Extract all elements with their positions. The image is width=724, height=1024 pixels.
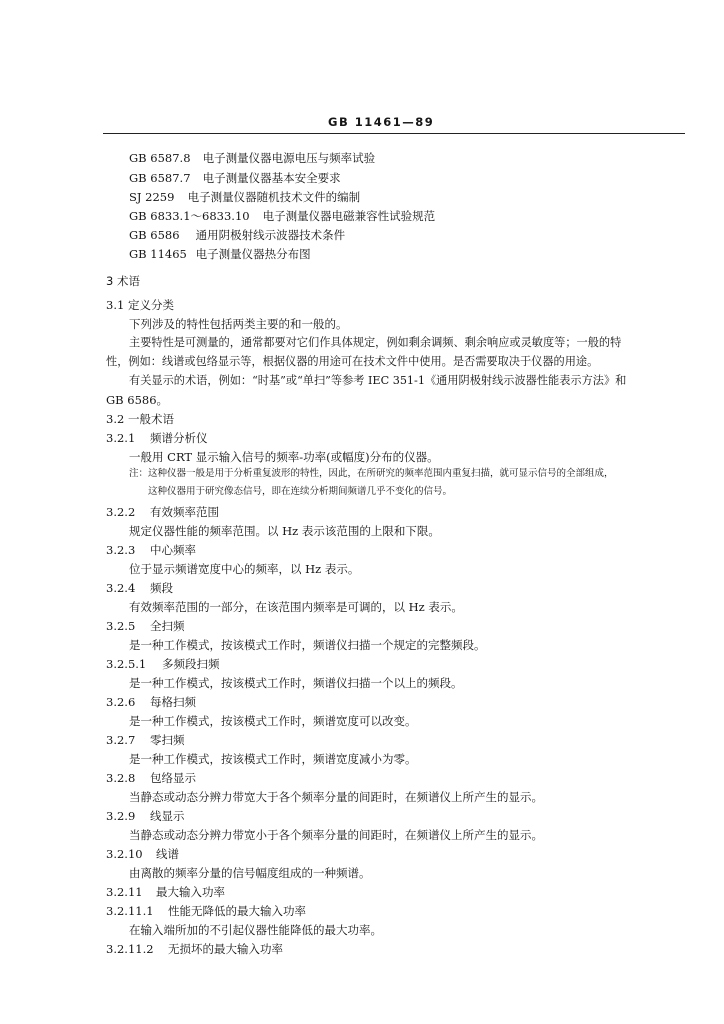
term-definition: 是一种工作模式，按该模式工作时，频谱宽度可以改变。 — [129, 714, 417, 728]
term-definition: 当静态或动态分辨力带宽小于各个频率分量的间距时，在频谱仪上所产生的显示。 — [129, 828, 543, 842]
term-number: 3.2.2 — [106, 505, 136, 519]
term-heading — [106, 771, 196, 785]
paragraph: GB 6586。 — [106, 393, 169, 407]
term-heading — [106, 847, 179, 861]
reference-code: GB 11465 — [129, 247, 187, 261]
term-name: 线谱 — [156, 847, 179, 861]
term-number: 3.2.1 — [106, 431, 136, 445]
section-title: 3 术语 — [106, 274, 140, 288]
reference-item — [129, 190, 360, 204]
term-heading — [106, 581, 173, 595]
term-name: 性能无降低的最大输入功率 — [168, 904, 306, 918]
term-heading — [106, 885, 225, 899]
term-heading — [106, 942, 283, 956]
term-heading — [106, 904, 306, 918]
reference-item — [129, 228, 345, 242]
term-number: 3.2.4 — [106, 581, 136, 595]
reference-title: 电子测量仪器电磁兼容性试验规范 — [262, 209, 436, 223]
paragraph: 有关显示的术语，例如：“时基”或“单扫”等参考 IEC 351-1《通用阴极射线示波器性能表示方法》和 — [129, 374, 627, 387]
note-text: 注：这种仪器一般是用于分析重复波形的特性，因此，在所研究的频率范围内重复扫描，就可显示信号的全部组成， — [129, 468, 614, 479]
term-heading — [106, 809, 185, 823]
reference-code: SJ 2259 — [129, 190, 175, 204]
term-number: 3.2.9 — [106, 809, 136, 823]
term-name: 无损坏的最大输入功率 — [168, 942, 283, 956]
term-heading — [106, 619, 185, 633]
term-definition: 位于显示频谱宽度中心的频率，以 Hz 表示。 — [129, 562, 360, 576]
term-number: 3.2.3 — [106, 543, 136, 557]
reference-title: 电子测量仪器电源电压与频率试验 — [202, 151, 376, 165]
term-name: 全扫频 — [150, 619, 185, 633]
reference-title: 电子测量仪器随机技术文件的编制 — [187, 190, 361, 204]
term-number: 3.2.11.1 — [106, 904, 154, 918]
term-heading — [106, 505, 219, 519]
reference-item — [129, 247, 311, 261]
term-definition: 一般用 CRT 显示输入信号的频率-功率(或幅度)分布的仪器。 — [129, 450, 439, 464]
term-heading — [106, 431, 208, 445]
reference-code: GB 6833.1～6833.10 — [129, 209, 250, 223]
reference-item — [129, 151, 375, 165]
reference-item — [129, 171, 341, 185]
term-name: 多频段扫频 — [162, 657, 220, 671]
term-number: 3.2.10 — [106, 847, 143, 861]
reference-title: 电子测量仪器热分布图 — [195, 247, 311, 261]
term-number: 3.2.11 — [106, 885, 143, 899]
term-heading — [106, 695, 196, 709]
term-definition: 是一种工作模式，按该模式工作时，频谱仪扫描一个规定的完整频段。 — [129, 638, 486, 652]
term-number: 3.2.8 — [106, 771, 136, 785]
term-heading — [106, 733, 185, 747]
reference-code: GB 6587.7 — [129, 171, 191, 185]
paragraph: 性，例如：线谱或包络显示等，根据仪器的用途可在技术文件中使用。是否需要取决于仪器的用途。 — [106, 355, 599, 368]
term-name: 零扫频 — [150, 733, 185, 747]
paragraph: 主要特性是可测量的，通常都要对它们作具体规定，例如剩余调频、剩余响应或灵敏度等；一般的特 — [129, 336, 622, 349]
term-name: 最大输入功率 — [156, 885, 225, 899]
term-definition: 由离散的频率分量的信号幅度组成的一种频谱。 — [129, 866, 371, 880]
header-rule — [103, 133, 685, 134]
note-text: 这种仪器用于研究像态信号，即在连续分析期间频谱几乎不变化的信号。 — [148, 486, 453, 497]
term-definition: 当静态或动态分辨力带宽大于各个频率分量的间距时，在频谱仪上所产生的显示。 — [129, 790, 543, 804]
term-name: 中心频率 — [150, 543, 196, 557]
term-name: 包络显示 — [150, 771, 196, 785]
term-definition: 有效频率范围的一部分，在该范围内频率是可调的，以 Hz 表示。 — [129, 600, 463, 614]
term-number: 3.2.7 — [106, 733, 136, 747]
term-number: 3.2.11.2 — [106, 942, 154, 956]
paragraph: 下列涉及的特性包括两类主要的和一般的。 — [129, 317, 348, 331]
term-name: 每格扫频 — [150, 695, 196, 709]
term-heading — [106, 543, 196, 557]
term-name: 频段 — [150, 581, 173, 595]
term-name: 线显示 — [150, 809, 185, 823]
document-number: GB 11461—89 — [328, 115, 435, 129]
term-heading — [106, 657, 220, 671]
term-number: 3.2.6 — [106, 695, 136, 709]
reference-title: 通用阴极射线示波器技术条件 — [195, 228, 346, 242]
reference-code: GB 6587.8 — [129, 151, 191, 165]
term-number: 3.2.5.1 — [106, 657, 147, 671]
term-definition: 是一种工作模式，按该模式工作时，频谱仪扫描一个以上的频段。 — [129, 676, 463, 690]
term-definition: 在输入端所加的不引起仪器性能降低的最大功率。 — [129, 923, 382, 937]
reference-item — [129, 209, 435, 223]
subsection-heading: 3.1 定义分类 — [106, 298, 174, 312]
subsection-heading: 3.2 一般术语 — [106, 412, 174, 426]
reference-code: GB 6586 — [129, 228, 180, 242]
term-name: 频谱分析仪 — [150, 431, 208, 445]
term-definition: 是一种工作模式，按该模式工作时，频谱宽度减小为零。 — [129, 752, 417, 766]
term-definition: 规定仪器性能的频率范围。以 Hz 表示该范围的上限和下限。 — [129, 524, 440, 538]
term-number: 3.2.5 — [106, 619, 136, 633]
term-name: 有效频率范围 — [150, 505, 219, 519]
reference-title: 电子测量仪器基本安全要求 — [202, 171, 341, 185]
